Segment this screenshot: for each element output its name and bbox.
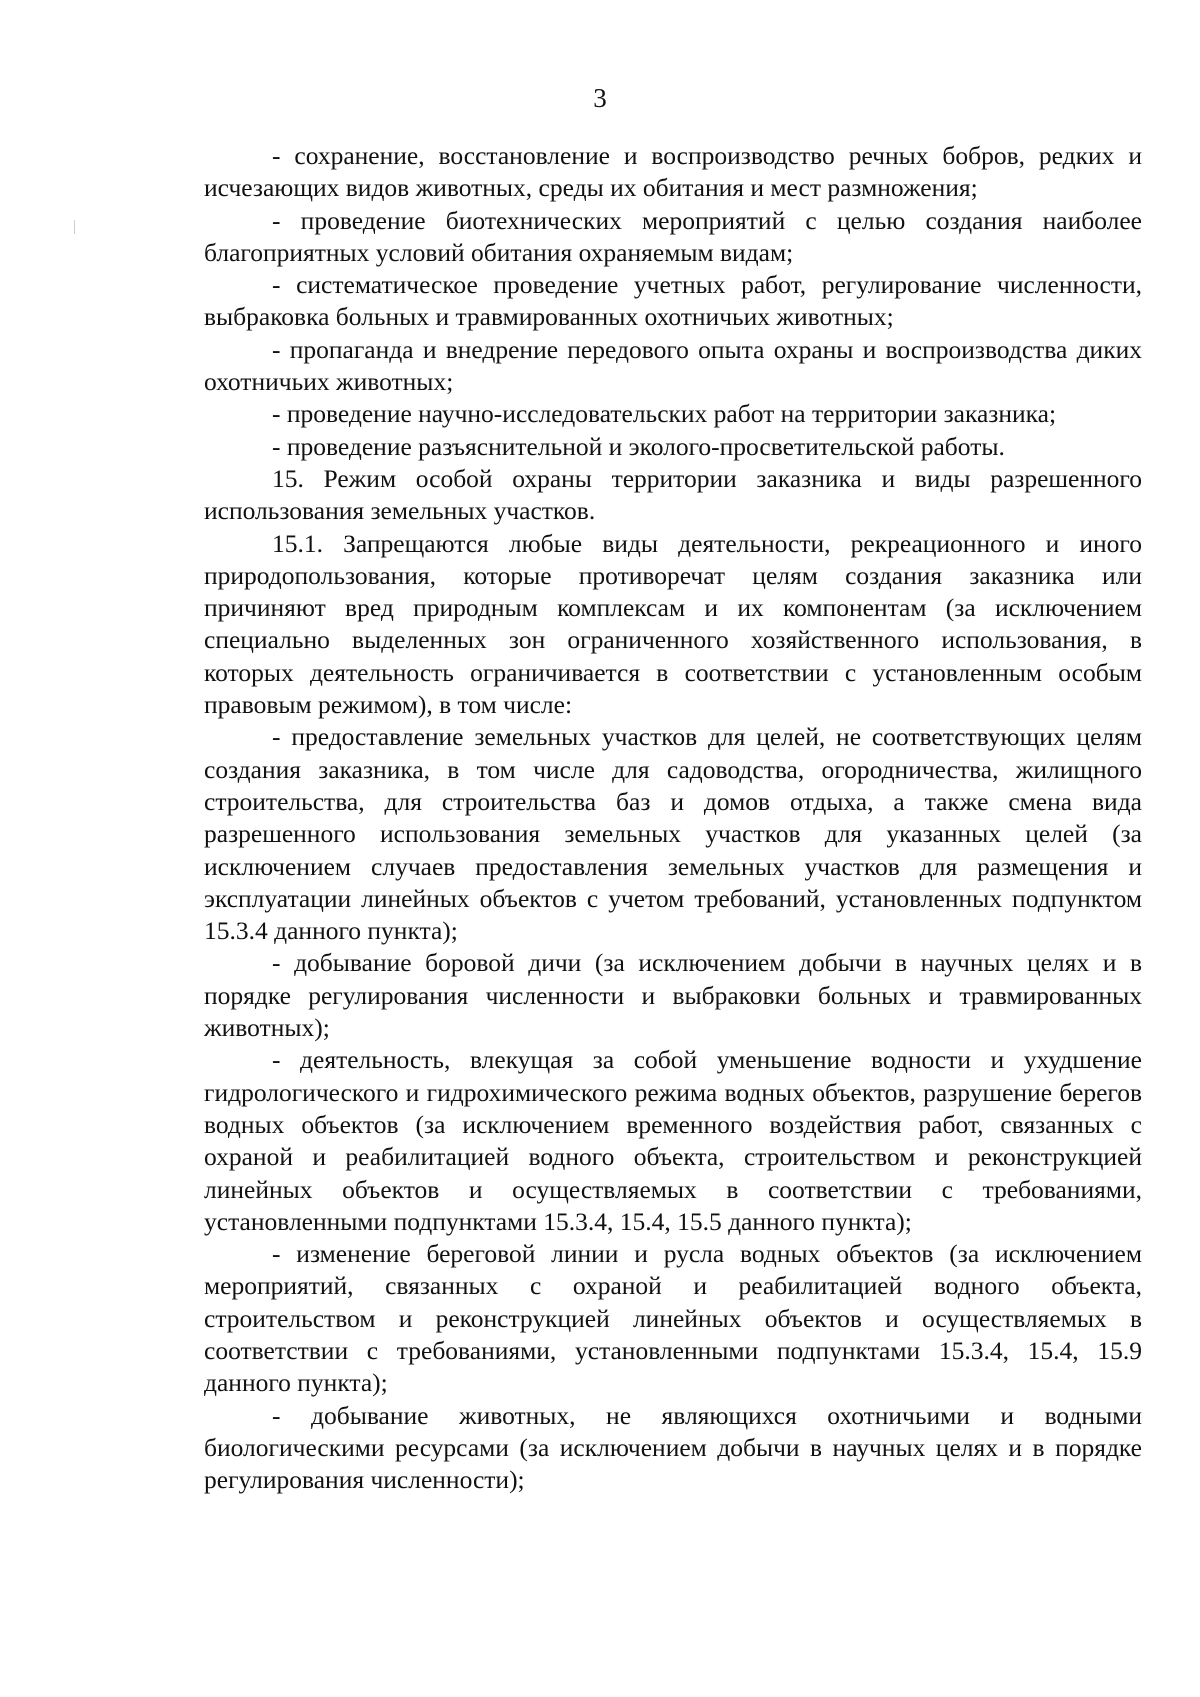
paragraph-game-hunting: - добывание боровой дичи (за исключением добычи в научных целях и в порядке регулирования численности и выбраковки больных и травмированных животных);: [204, 948, 1142, 1043]
paragraph-section-15: 15. Режим особой охраны территории заказника и виды разрешенного использования земельных участков.: [204, 463, 1142, 526]
paragraph-census-work: - систематическое проведение учетных работ, регулирование численности, выбраковка больных и травмированных охотничьих животных;: [204, 270, 1142, 332]
paragraph-beavers-conservation: - сохранение, восстановление и воспроизводство речных бобров, редких и исчезающих видов животных, среды их обитания и мест размножения;: [204, 141, 1142, 203]
scan-artifact: [74, 220, 75, 234]
document-body: [204, 140, 1142, 1496]
paragraph-shoreline-change: - изменение береговой линии и русла водных объектов (за исключением мероприятий, связанных с охраной и реабилитацией водного объекта, строительством и реконструкцией линейных объектов и осуществляемых в соответствии с требованиями, установленными подпунктами 15.3.4, 15.4, 15.9 данного пункта);: [204, 1239, 1142, 1398]
paragraph-animal-hunting: - добывание животных, не являющихся охотничьими и водными биологическими ресурсами (за исключением добычи в научных целях и в порядке регулирования численности);: [204, 1400, 1142, 1495]
paragraph-land-allocation: - предоставление земельных участков для целей, не соответствующих целям создания заказника, в том числе для садоводства, огородничества, жилищного строительства, для строительства баз и домов отдыха, а также смена вида разрешенного использования земельных участков для указанных целей (за исключением случаев предоставления земельных участков для размещения и эксплуатации линейных объектов с учетом требований, установленных подпунктом 15.3.4 данного пункта);: [204, 722, 1142, 946]
paragraph-research-work: - проведение научно-исследовательских работ на территории заказника;: [272, 399, 1057, 429]
paragraph-propaganda: - пропаганда и внедрение передового опыта охраны и воспроизводства диких охотничьих животных;: [204, 334, 1142, 397]
page-number: 3: [593, 83, 607, 113]
paragraph-water-activity: - деятельность, влекущая за собой уменьшение водности и ухудшение гидрологического и гидрохимического режима водных объектов, разрушение берегов водных объектов (за исключением временного воздействия работ, связанных с охраной и реабилитацией водного объекта, строительством и реконструкцией линейных объектов и осуществляемых в соответствии с требованиями, установленными подпунктами 15.3.4, 15.4, 15.5 данного пункта);: [204, 1045, 1142, 1236]
paragraph-educational-work: - проведение разъяснительной и эколого-просветительской работы.: [272, 431, 1005, 461]
paragraph-section-15-1: 15.1. Запрещаются любые виды деятельности, рекреационного и иного природопользования, которые противоречат целям создания заказника или причиняют вред природным комплексам и их компонентам (за исключением специально выделенных зон ограниченного хозяйственного использования, в которых деятельность ограничивается в соответствии с установленным особым правовым режимом), в том числе:: [204, 528, 1142, 720]
paragraph-biotechnical-measures: - проведение биотехнических мероприятий с целью создания наиболее благоприятных условий обитания охраняемым видам;: [204, 205, 1142, 267]
